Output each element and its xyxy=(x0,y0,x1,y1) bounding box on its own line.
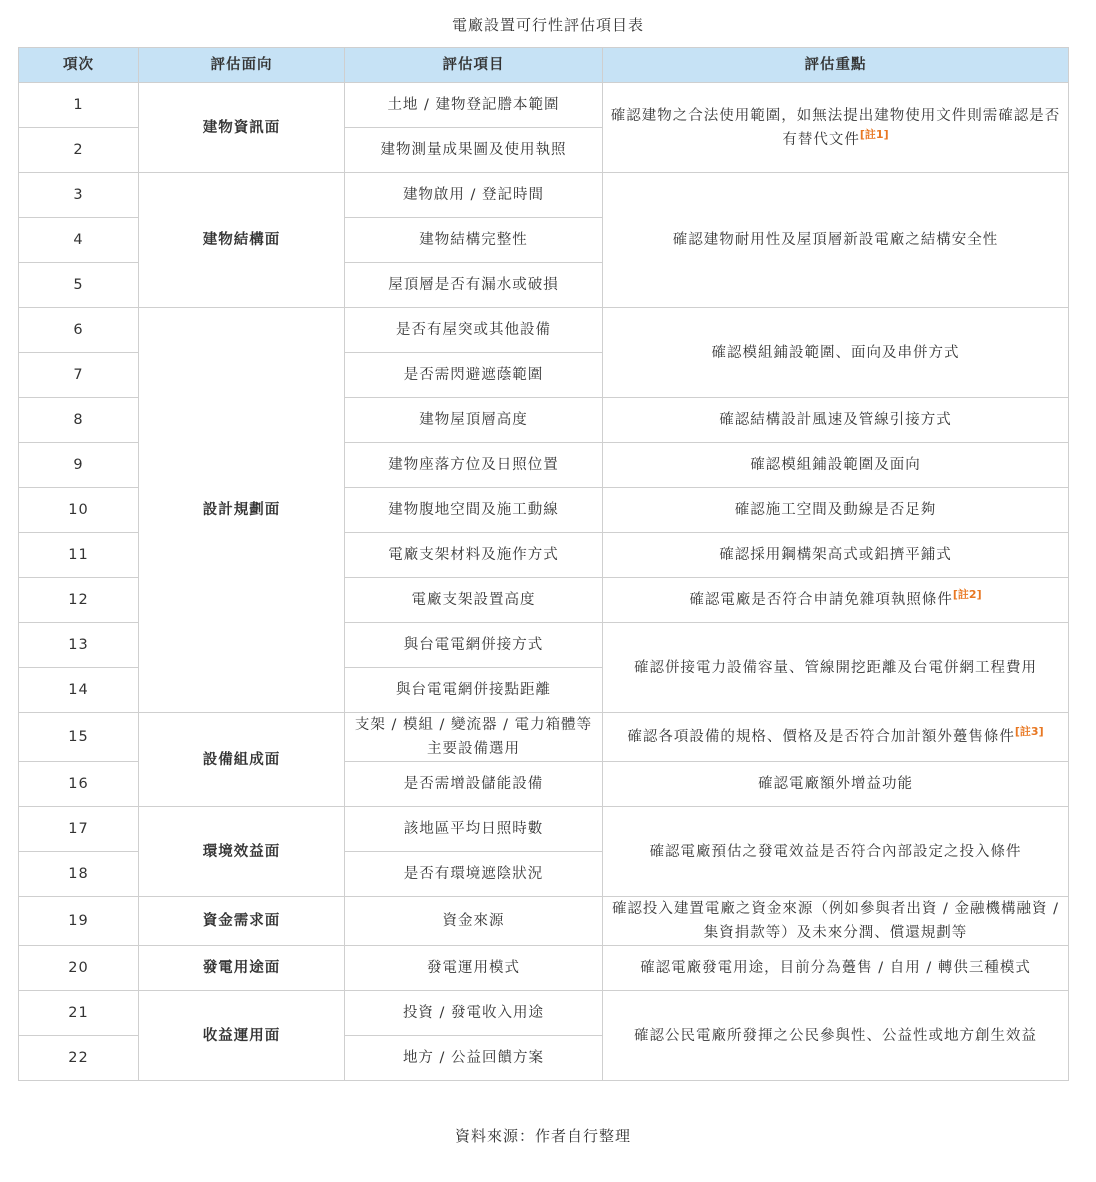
row-item: 投資 / 發電收入用途 xyxy=(345,991,603,1036)
focus-cell: 確認施工空間及動線是否足夠 xyxy=(603,488,1069,533)
focus-cell: 確認投入建置電廠之資金來源（例如參與者出資 / 金融機構融資 / 集資捐款等）及未來分潤、償還規劃等 xyxy=(603,897,1069,946)
face-building-info: 建物資訊面 xyxy=(139,83,345,173)
row-no: 12 xyxy=(19,578,139,623)
header-item: 評估項目 xyxy=(345,48,603,83)
focus-cell: 確認電廠發電用途，目前分為躉售 / 自用 / 轉供三種模式 xyxy=(603,946,1069,991)
focus-cell: 確認公民電廠所發揮之公民參與性、公益性或地方創生效益 xyxy=(603,991,1069,1081)
face-revenue-use: 收益運用面 xyxy=(139,991,345,1081)
row-no: 5 xyxy=(19,263,139,308)
focus-cell: 確認併接電力設備容量、管線開挖距離及台電併網工程費用 xyxy=(603,623,1069,713)
focus-text: 確認各項設備的規格、價格及是否符合加計額外躉售條件 xyxy=(627,729,1015,745)
row-item: 是否有環境遮陰狀況 xyxy=(345,852,603,897)
face-design-planning: 設計規劃面 xyxy=(139,308,345,713)
footnote-2: [註2] xyxy=(952,588,982,602)
focus-cell: 確認模組鋪設範圍、面向及串併方式 xyxy=(603,308,1069,398)
row-no: 2 xyxy=(19,128,139,173)
table-row xyxy=(19,83,1069,128)
row-item: 建物啟用 / 登記時間 xyxy=(345,173,603,218)
table-row xyxy=(19,173,1069,218)
focus-text: 確認電廠是否符合申請免雜項執照條件 xyxy=(689,592,953,608)
row-item: 是否需增設儲能設備 xyxy=(345,762,603,807)
table-row xyxy=(19,713,1069,762)
header-focus: 評估重點 xyxy=(603,48,1069,83)
row-item: 支架 / 模組 / 變流器 / 電力箱體等主要設備選用 xyxy=(345,713,603,762)
row-no: 22 xyxy=(19,1036,139,1081)
focus-cell: 確認模組鋪設範圍及面向 xyxy=(603,443,1069,488)
row-item: 電廠支架設置高度 xyxy=(345,578,603,623)
row-no: 14 xyxy=(19,668,139,713)
face-power-use: 發電用途面 xyxy=(139,946,345,991)
row-no: 16 xyxy=(19,762,139,807)
row-item: 建物腹地空間及施工動線 xyxy=(345,488,603,533)
row-no: 20 xyxy=(19,946,139,991)
footnote-1: [註1] xyxy=(859,127,889,141)
row-no: 18 xyxy=(19,852,139,897)
focus-cell xyxy=(603,713,1069,762)
row-item: 是否有屋突或其他設備 xyxy=(345,308,603,353)
source-note: 資料來源：作者自行整理 xyxy=(454,1127,631,1145)
focus-cell xyxy=(603,578,1069,623)
focus-cell: 確認電廠額外增益功能 xyxy=(603,762,1069,807)
row-item: 發電運用模式 xyxy=(345,946,603,991)
face-equipment: 設備組成面 xyxy=(139,713,345,807)
table-row xyxy=(19,308,1069,353)
evaluation-table xyxy=(18,47,1069,1081)
focus-cell: 確認建物耐用性及屋頂層新設電廠之結構安全性 xyxy=(603,173,1069,308)
row-no: 19 xyxy=(19,897,139,946)
row-no: 8 xyxy=(19,398,139,443)
row-no: 6 xyxy=(19,308,139,353)
face-environment: 環境效益面 xyxy=(139,807,345,897)
focus-text: 確認建物之合法使用範圍，如無法提出建物使用文件則需確認是否有替代文件 xyxy=(610,107,1061,148)
focus-cell: 確認電廠預估之發電效益是否符合內部設定之投入條件 xyxy=(603,807,1069,897)
row-no: 21 xyxy=(19,991,139,1036)
row-no: 13 xyxy=(19,623,139,668)
header-no: 項次 xyxy=(19,48,139,83)
table-caption: 電廠設置可行性評估項目表 xyxy=(451,16,644,34)
row-no: 10 xyxy=(19,488,139,533)
row-no: 1 xyxy=(19,83,139,128)
table-row xyxy=(19,991,1069,1036)
row-item: 建物座落方位及日照位置 xyxy=(345,443,603,488)
row-no: 7 xyxy=(19,353,139,398)
row-item: 地方 / 公益回饋方案 xyxy=(345,1036,603,1081)
row-item: 屋頂層是否有漏水或破損 xyxy=(345,263,603,308)
row-item: 該地區平均日照時數 xyxy=(345,807,603,852)
row-no: 4 xyxy=(19,218,139,263)
focus-cell xyxy=(603,83,1069,173)
row-no: 3 xyxy=(19,173,139,218)
face-building-structure: 建物結構面 xyxy=(139,173,345,308)
focus-cell: 確認採用鋼構架高式或鋁擠平鋪式 xyxy=(603,533,1069,578)
focus-cell: 確認結構設計風速及管線引接方式 xyxy=(603,398,1069,443)
table-row xyxy=(19,946,1069,991)
table-header-row xyxy=(19,48,1069,83)
row-item: 是否需閃避遮蔭範圍 xyxy=(345,353,603,398)
row-item: 電廠支架材料及施作方式 xyxy=(345,533,603,578)
row-no: 17 xyxy=(19,807,139,852)
row-no: 9 xyxy=(19,443,139,488)
face-funding: 資金需求面 xyxy=(139,897,345,946)
table-row xyxy=(19,897,1069,946)
footnote-3: [註3] xyxy=(1014,725,1044,739)
table-row xyxy=(19,807,1069,852)
row-item: 土地 / 建物登記謄本範圍 xyxy=(345,83,603,128)
row-item: 與台電電網併接方式 xyxy=(345,623,603,668)
row-item: 資金來源 xyxy=(345,897,603,946)
row-item: 建物測量成果圖及使用執照 xyxy=(345,128,603,173)
row-no: 15 xyxy=(19,713,139,762)
row-no: 11 xyxy=(19,533,139,578)
row-item: 建物屋頂層高度 xyxy=(345,398,603,443)
row-item: 與台電電網併接點距離 xyxy=(345,668,603,713)
row-item: 建物結構完整性 xyxy=(345,218,603,263)
header-face: 評估面向 xyxy=(139,48,345,83)
